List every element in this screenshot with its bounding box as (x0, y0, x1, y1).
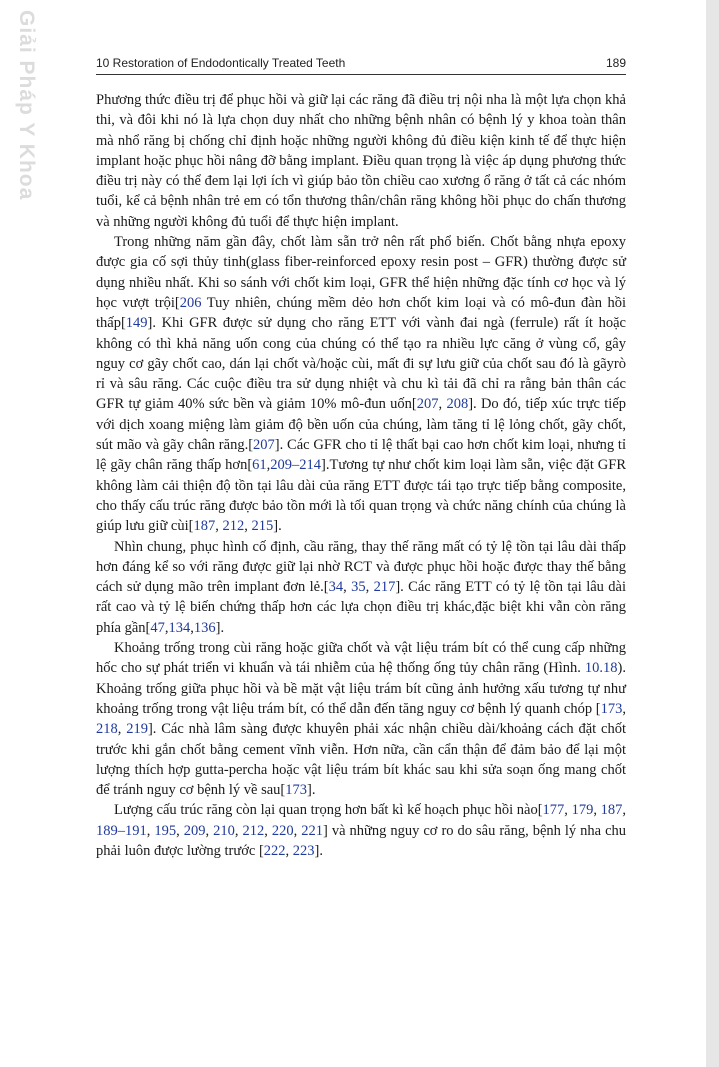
paragraph-text: ]. (314, 842, 324, 859)
reference-link[interactable]: 217 (373, 579, 396, 596)
body-text (96, 90, 626, 861)
reference-link[interactable]: 206 (179, 294, 202, 311)
reference-link[interactable]: 210 (213, 822, 235, 839)
reference-link[interactable]: 222 (263, 842, 286, 859)
reference-link[interactable]: 134 (168, 619, 191, 636)
reference-link[interactable]: 208 (446, 396, 469, 413)
chapter-title: 10 Restoration of Endodontically Treated Teeth (96, 56, 346, 70)
paragraph-text: , (164, 619, 169, 636)
paragraph-text: , (622, 700, 626, 717)
reference-link[interactable]: 218 (96, 721, 118, 738)
reference-link[interactable]: 219 (126, 721, 148, 738)
paragraph-text: , (438, 396, 447, 413)
reference-link[interactable]: 187 (193, 518, 216, 535)
paragraph-text: , (365, 579, 374, 596)
paragraph (96, 232, 626, 536)
paragraph-text: , (593, 802, 601, 819)
paragraph-text: Tuy nhiên, chúng mềm dẻo hơn chốt kim loại và có mô-đun đàn hồi thấp[ (96, 294, 626, 332)
paragraph-text: , (285, 842, 293, 859)
reference-link[interactable]: 223 (292, 842, 315, 859)
reference-link[interactable]: 195 (154, 822, 177, 839)
reference-link[interactable]: 177 (542, 802, 565, 819)
reference-link[interactable]: 209 (183, 822, 206, 839)
paragraph-text: , (266, 457, 271, 474)
paragraph-text: ]. Do đó, tiếp xúc trực tiếp với dịch xoang miệng làm giảm độ bền uốn của chúng, làm tăng tỉ lệ lỏng chốt, gãy chốt, sút mão và gãy chân răng.[ (96, 396, 627, 454)
reference-link[interactable]: 149 (125, 315, 148, 332)
paragraph-text: ]. (307, 782, 316, 799)
reference-link[interactable]: 215 (251, 518, 274, 535)
paragraph-text: Trong những năm gần đây, chốt làm sẵn trở nên rất phổ biến. Chốt bằng nhựa epoxy được gia cố sợi thủy tinh(glass fiber-reinforced epoxy resin post – GFR) thường được sử dụng nhiều nhất. Khi so sánh với chốt kim loại, GFR thể hiện những đặc tính cơ học và lý học vượt trội[ (96, 234, 626, 311)
paragraph-text: , (244, 518, 252, 535)
reference-link[interactable]: 209–214 (270, 457, 322, 474)
reference-link[interactable]: 212 (242, 822, 265, 839)
running-header (96, 56, 626, 75)
paragraph-text: ]. (215, 619, 225, 636)
paragraph-text: , (205, 822, 214, 839)
reference-link[interactable]: 220 (271, 822, 294, 839)
paragraph (96, 800, 626, 861)
watermark: Giải Pháp Y Khoa (15, 10, 38, 201)
paragraph (96, 537, 626, 638)
paragraph-text: , (264, 822, 272, 839)
reference-link[interactable]: 187 (600, 802, 623, 819)
paragraph-text: , (190, 619, 194, 636)
paragraph-text: , (146, 822, 155, 839)
reference-link[interactable]: 212 (222, 518, 245, 535)
page-number: 189 (605, 56, 626, 70)
paragraph-text: Khoảng trống trong cùi răng hoặc giữa chốt và vật liệu trám bít có thể cung cấp những hốc cho sự phát triển vi khuẩn và tái nhiễm của hệ thống ống tủy chân răng (Hình. (96, 640, 626, 677)
paragraph-text: ). Khoảng trống giữa phục hồi và bề mặt vật liệu trám bít cũng ảnh hưởng xấu tương tự như khoảng trống trong vật liệu trám bít, có thể dẫn đến tăng nguy cơ bệnh lý quanh chóp [ (96, 660, 626, 717)
paragraph-text: ].Tương tự như chốt kim loại làm sẵn, việc đặt GFR không làm cải thiện độ tồn tại lâu dài của răng ETT được tái tạo trực tiếp bằng composite, cho thấy cấu trúc răng được bảo tồn mới là tối quan trọng và chức năng chính của chúng là giúp lưu giữ cùi[ (96, 457, 626, 535)
paragraph-text: , (343, 579, 352, 596)
paragraph-text: Nhìn chung, phục hình cố định, cầu răng, thay thế răng mất có tỷ lệ tồn tại lâu dài thấp hơn đáng kể so với răng được giữ lại nhờ RCT và được phục hồi hoặc được thay thế bằng cách sử dụng mão trên implant đơn lẻ.[ (96, 538, 626, 596)
paragraph-text: , (293, 822, 302, 839)
reference-link[interactable]: 136 (193, 619, 216, 636)
paragraph-text: ] và những nguy cơ ro do sâu răng, bệnh lý nha chu phải luôn được lường trước [ (96, 822, 627, 859)
paragraph-text: , (234, 822, 243, 839)
paragraph (96, 638, 626, 800)
reference-link[interactable]: 173 (285, 782, 308, 799)
reference-link[interactable]: 179 (571, 802, 594, 819)
reference-link[interactable]: 221 (301, 822, 323, 839)
paragraph-text: , (176, 822, 184, 839)
reference-link[interactable]: 34 (328, 579, 344, 596)
reference-link[interactable]: 61 (252, 457, 267, 474)
paragraph-text: ]. Các răng ETT có tỷ lệ tồn tại lâu dài rất cao và tỷ lệ biến chứng thấp hơn các lựa chọn điều trị khác,đặc biệt khi vẫn còn răng phía gần[ (96, 579, 627, 636)
reference-link[interactable]: 10.18 (584, 660, 618, 677)
paragraph-text: ]. (273, 518, 282, 535)
paragraph-text: , (564, 802, 572, 819)
reference-link[interactable]: 35 (351, 579, 366, 596)
reference-link[interactable]: 47 (150, 619, 165, 636)
reference-link[interactable]: 207 (416, 396, 439, 413)
paragraph-text: , (622, 802, 627, 819)
reference-link[interactable]: 173 (600, 700, 623, 717)
reference-link[interactable]: 189–191 (96, 822, 147, 839)
paragraph-text: Phương thức điều trị để phục hồi và giữ lại các răng đã điều trị nội nha là một lựa chọn khả thi, và đôi khi nó là lựa chọn duy nhất cho những bệnh nhân có bệnh lý y khoa toàn thân mà nhổ răng bị chống chỉ định hoặc những người không đủ điều kiện kinh tế để thực hiện implant hoặc phục hồi nâng đỡ bằng implant. Điều quan trọng là việc áp dụng phương thức điều trị này có thể đem lại lợi ích vì giúp bảo tồn chiều cao xương ổ răng ở tất cả các nhóm tuổi, kể cả bệnh nhân trẻ em có tổn thương thân/chân răng không hồi phục do chấn thương và những người không đủ tuổi để thực hiện implant. (96, 92, 626, 230)
paragraph-text: ]. Các nhà lâm sàng được khuyên phải xác nhận chiều dài/khoảng cách đặt chốt trước khi gắn chốt bằng cement vĩnh viễn. Hơn nữa, cần cẩn thận để đảm bảo để lại một lượng thích hợp gutta-percha hoặc vật liệu trám bít khác sau khi sửa soạn ống mang chốt để tránh nguy cơ bệnh lý về sau[ (96, 721, 626, 799)
reference-link[interactable]: 207 (253, 437, 275, 454)
paragraph-text: , (215, 518, 223, 535)
paragraph-text: Lượng cấu trúc răng còn lại quan trọng hơn bất kì kế hoạch phục hồi nào[ (114, 802, 543, 819)
paragraph-text: , (117, 721, 127, 738)
paragraph-text: ]. Các GFR cho tỉ lệ thất bại cao hơn chốt kim loại, nhưng tỉ lệ gãy chân răng thấp hơn[ (96, 437, 626, 474)
paragraph-text: ]. Khi GFR được sử dụng cho răng ETT với vành đai ngà (ferrule) rất ít hoặc không có thì khả năng uốn cong của chúng có thể tạo ra nhiều lực căng ở vùng cổ, gây nguy cơ gãy chốt cao, dán lại chốt và/hoặc cùi, mất đi sự lưu giữ của chốt sau đó là gãyrò rỉ và sâu răng. Các cuộc điều tra sử dụng nhiệt và chu kì tải đã chỉ ra rằng bản thân các GFR tự giảm 40% sức bền và giảm 10% mô-đun uốn[ (96, 315, 626, 413)
paragraph (96, 90, 626, 232)
